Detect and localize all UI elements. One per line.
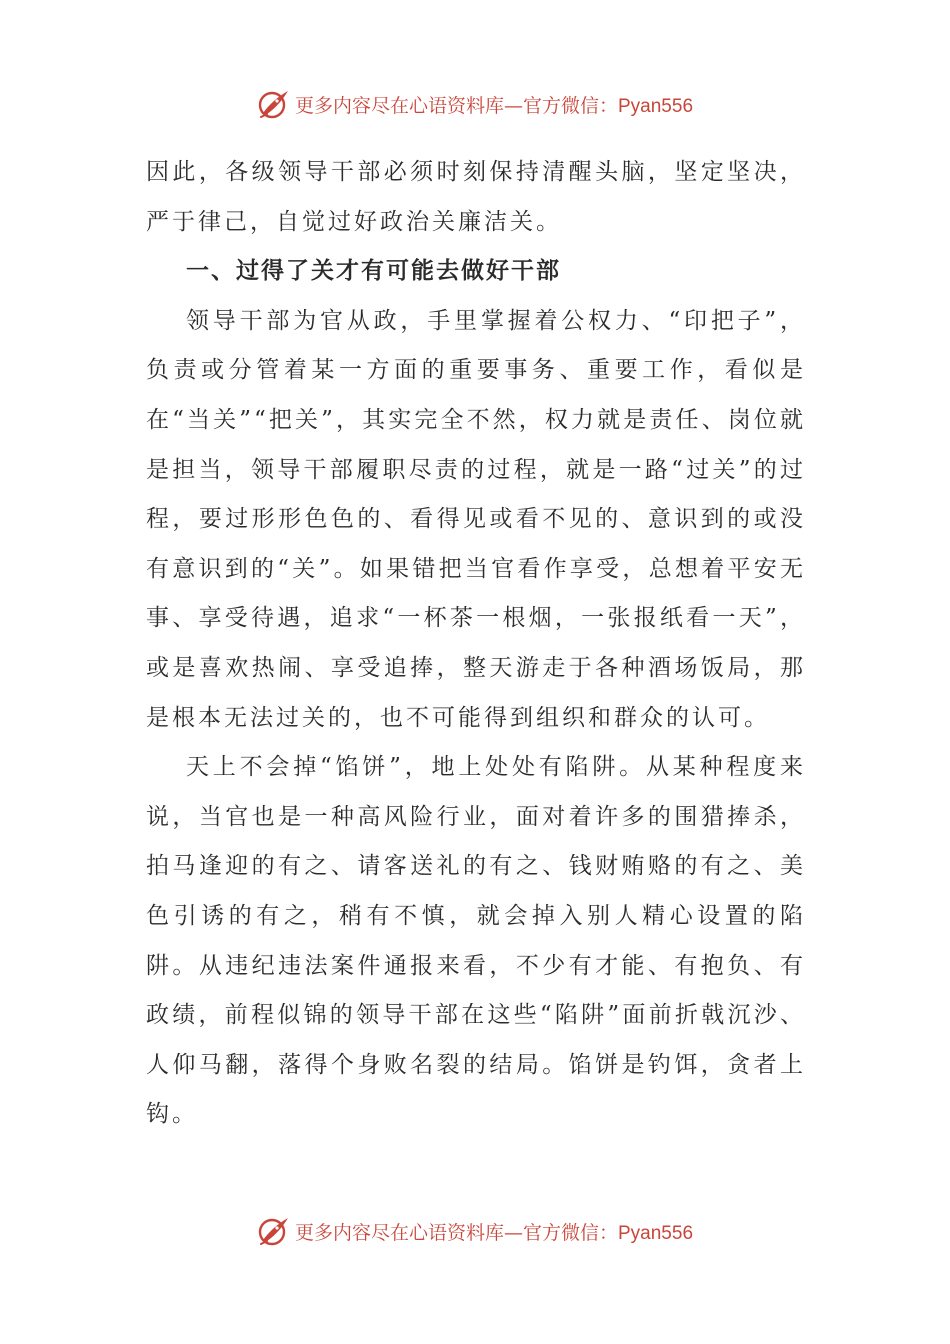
watermark-prefix: 更多内容尽在心语资料库 xyxy=(294,1221,504,1244)
watermark-wechat-label: 官方微信： xyxy=(522,1221,618,1244)
section-heading: 一、过得了关才有可能去做好干部 xyxy=(186,258,561,285)
header-watermark-banner xyxy=(0,84,950,124)
watermark-text xyxy=(295,1218,693,1245)
pen-nib-logo-icon xyxy=(257,87,291,121)
body-paragraph-1: 领导干部为官从政，手里掌握着公权力、“印把子”，负责或分管着某一方面的重要事务、重要工作，看似是在“当关”“把关”，其实完全不然，权力就是责任、岗位就是担当，领导干部履职尽责的过程，就是一路“过关”的过程，要过形形色色的、看得见或看不见的、意识到的或没有意识到的“关”。如果错把当官看作享受，总想着平安无事、享受待遇，追求“一杯茶一根烟，一张报纸看一天”，或是喜欢热闹、享受追捧，整天游走于各种酒场饭局，那是根本无法过关的，也不可能得到组织和群众的认可。 xyxy=(146,307,806,731)
watermark-wechat-id: Pyan556 xyxy=(618,95,694,117)
intro-paragraph: 因此，各级领导干部必须时刻保持清醒头脑，坚定坚决，严于律己，自觉过好政治关廉洁关。 xyxy=(146,159,806,235)
watermark-wechat-id: Pyan556 xyxy=(618,1222,694,1244)
body-paragraph-2: 天上不会掉“馅饼”，地上处处有陷阱。从某种程度来说，当官也是一种高风险行业，面对着许多的围猎捧杀，拍马逢迎的有之、请客送礼的有之、钱财贿赂的有之、美色引诱的有之，稍有不慎，就会掉入别人精心设置的陷阱。从违纪违法案件通报来看，不少有才能、有抱负、有政绩，前程似锦的领导干部在这些“陷阱”面前折戟沉沙、人仰马翻，落得个身败名裂的结局。馅饼是钓饵，贪者上钩。 xyxy=(146,754,806,1128)
watermark-wechat-label: 官方微信： xyxy=(522,94,618,117)
document-body xyxy=(146,148,806,1140)
watermark-prefix: 更多内容尽在心语资料库 xyxy=(294,94,504,117)
watermark-separator: — xyxy=(503,94,523,117)
pen-nib-logo-icon xyxy=(257,1214,291,1248)
watermark-text xyxy=(295,91,693,118)
footer-watermark-banner xyxy=(0,1211,950,1251)
watermark-separator: — xyxy=(503,1221,523,1244)
